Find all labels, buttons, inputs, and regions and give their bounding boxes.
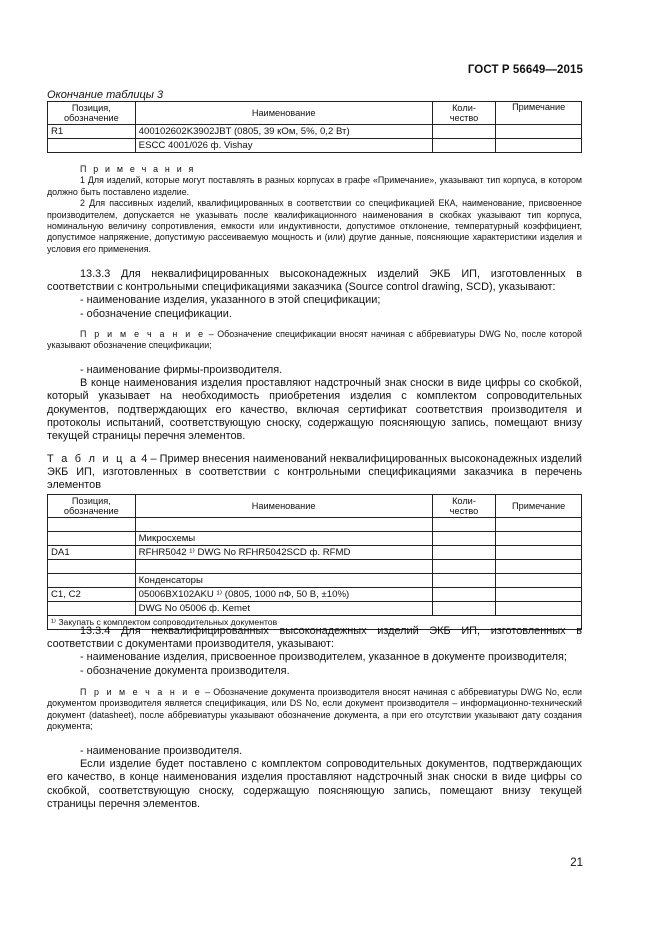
- cell-position: [48, 139, 136, 153]
- cell-remarks: [496, 139, 582, 153]
- paragraph: В конце наименования изделия проставляют надстрочный знак сноски в виде цифры со скобкой, который указывает на необходимость приобретения изделия с комплектом сопроводительных документов, подтверждающих его качество, включая сертификат соответствия производителя и протоколы испытаний, соответствующую сноску, содержащую поясняющую запись, помещают внизу текущей страницы перечня элементов.: [47, 377, 582, 443]
- cell-position: R1: [48, 125, 136, 139]
- section-13-3-3-after: [47, 364, 582, 443]
- notes-title: П р и м е ч а н и я: [80, 164, 196, 174]
- list-item: - обозначение спецификации.: [80, 307, 232, 320]
- cell-name: Микросхемы: [135, 532, 432, 546]
- table4-header-row: [48, 495, 582, 518]
- cell-name: 400102602K3902JBT (0805, 39 кОм, 5%, 0,2 Вт): [135, 125, 432, 139]
- table-row: [48, 532, 582, 546]
- cell-position: [48, 602, 136, 616]
- table3-caption: Окончание таблицы 3: [47, 89, 164, 101]
- cell-position: DA1: [48, 546, 136, 560]
- cell-name: ESCC 4001/026 ф. Vishay: [135, 139, 432, 153]
- cell-position: [48, 518, 136, 532]
- table-row: [48, 139, 582, 153]
- cell-quantity: [432, 518, 496, 532]
- table4: [47, 494, 582, 630]
- section-13-3-4: [47, 625, 582, 678]
- cell-quantity: [432, 532, 496, 546]
- col-position-header: Позиция, обозначение: [48, 495, 136, 518]
- cell-quantity: [432, 574, 496, 588]
- note-item: 1 Для изделий, которые могут поставлять в разных корпусах в графе «Примечание», указывают тип корпуса, в котором должно быть поставлено изделие.: [47, 175, 582, 197]
- list-item: - наименование изделия, присвоенное производителем, указанное в документе производителя;: [80, 651, 567, 664]
- cell-quantity: [432, 546, 496, 560]
- section-13-3-4-after: [47, 745, 582, 811]
- cell-name: [135, 560, 432, 574]
- cell-quantity: [432, 588, 496, 602]
- note-label: П р и м е ч а н и е: [80, 329, 206, 339]
- section-intro: 13.3.3 Для неквалифицированных высоконадежных изделий ЭКБ ИП, изготовленных в соответствии с контрольными спецификациями заказчика (Source control drawing, SCD), указывают:: [47, 268, 582, 294]
- cell-quantity: [432, 602, 496, 616]
- cell-name: 05006BX102AKU ¹⁾ (0805, 1000 пФ, 50 В, ±10%): [135, 588, 432, 602]
- note-item: 2 Для пассивных изделий, квалифицированных в соответствии со спецификацией ЕКА, наименование, присвоенное производителем, допускается не указывать после квалификационного наименования в скобках указывают тип корпуса, номинальную величину сопротивления, емкости или индуктивности, допустимое отклонение, температурный коэффициент, допустимое напряжение, допустимую рассеиваемую мощность и (или) другие данные, поясняющие характеристики изделия и условия его применения.: [47, 198, 582, 254]
- table3: [47, 101, 582, 153]
- note-text: – Обозначение документа производителя вносят начиная с аббревиатуры DWG No, если документом производителя является спецификация, или DS No, если документ производителя – информационно-технический документ (datasheet), после аббревиатуры указывают обозначение документа, а при его отсутствии указывают дату создания документа;: [47, 687, 582, 732]
- table4-caption-text: 4 – Пример внесения наименований неквалифицированных высоконадежных изделий ЭКБ ИП, изготовленных в соответствии с контрольными спецификациями заказчика в перечень элементов: [47, 453, 583, 492]
- section-13-3-3: [47, 268, 582, 321]
- paragraph: Если изделие будет поставлено с комплектом сопроводительных документов, подтверждающих его качество, в конце наименования изделия проставляют надстрочный знак сноски в виде цифры со скобкой, соответствующую сноску, содержащую поясняющую запись, помещают внизу текущей страницы перечня элементов.: [47, 758, 582, 810]
- cell-remarks: [496, 588, 582, 602]
- cell-name: RFHR5042 ¹⁾ DWG No RFHR5042SCD ф. RFMD: [135, 546, 432, 560]
- col-name-header: Наименование: [135, 495, 432, 518]
- table-row: [48, 546, 582, 560]
- table4-caption: [47, 453, 582, 493]
- cell-remarks: [496, 518, 582, 532]
- list-item: - наименование производителя.: [80, 745, 243, 757]
- table3-header-row: [48, 102, 582, 125]
- standard-header: ГОСТ Р 56649—2015: [467, 64, 583, 76]
- cell-remarks: [496, 546, 582, 560]
- cell-quantity: [432, 125, 496, 139]
- list-item: - наименование изделия, указанного в этой спецификации;: [80, 294, 381, 307]
- table-row: [48, 125, 582, 139]
- cell-position: [48, 532, 136, 546]
- cell-remarks: [496, 574, 582, 588]
- cell-quantity: [432, 139, 496, 153]
- table4-footnote: ¹⁾ Закупать с комплектом сопроводительных документов: [48, 616, 582, 630]
- table4-caption-label: Т а б л и ц а: [47, 453, 139, 465]
- table-row: [48, 588, 582, 602]
- cell-position: [48, 574, 136, 588]
- note-text: – Обозначение спецификации вносят начиная с аббревиатуры DWG No, после которой указывают обозначение спецификации;: [47, 329, 582, 351]
- col-position-header: Позиция, обозначение: [48, 102, 136, 125]
- list-item: - обозначение документа производителя.: [80, 664, 290, 677]
- cell-name: [135, 518, 432, 532]
- table-row: [48, 602, 582, 616]
- col-quantity-header: Коли- чество: [432, 495, 496, 518]
- table-row: [48, 574, 582, 588]
- cell-remarks: [496, 560, 582, 574]
- notes-block: [47, 164, 582, 255]
- cell-quantity: [432, 560, 496, 574]
- cell-position: [48, 560, 136, 574]
- section-13-3-3-note: [47, 329, 582, 352]
- section-13-3-4-note: [47, 687, 582, 733]
- col-quantity-header: Коли- чество: [432, 102, 496, 125]
- page-number: 21: [570, 857, 583, 869]
- cell-position: C1, C2: [48, 588, 136, 602]
- cell-remarks: [496, 602, 582, 616]
- list-item: - наименование фирмы-производителя.: [80, 364, 283, 376]
- col-name-header: Наименование: [135, 102, 432, 125]
- cell-remarks: [496, 532, 582, 546]
- note-label: П р и м е ч а н и е: [80, 687, 202, 697]
- col-remarks-header: Примечание: [496, 495, 582, 518]
- cell-remarks: [496, 125, 582, 139]
- col-remarks-header: Примечание: [496, 102, 582, 125]
- table-row: [48, 518, 582, 532]
- section-intro: 13.3.4 Для неквалифицированных высоконадежных изделий ЭКБ ИП, изготовленных в соответствии с документами производителя, указывают:: [47, 625, 582, 651]
- table-row: [48, 560, 582, 574]
- cell-name: DWG No 05006 ф. Kemet: [135, 602, 432, 616]
- cell-name: Конденсаторы: [135, 574, 432, 588]
